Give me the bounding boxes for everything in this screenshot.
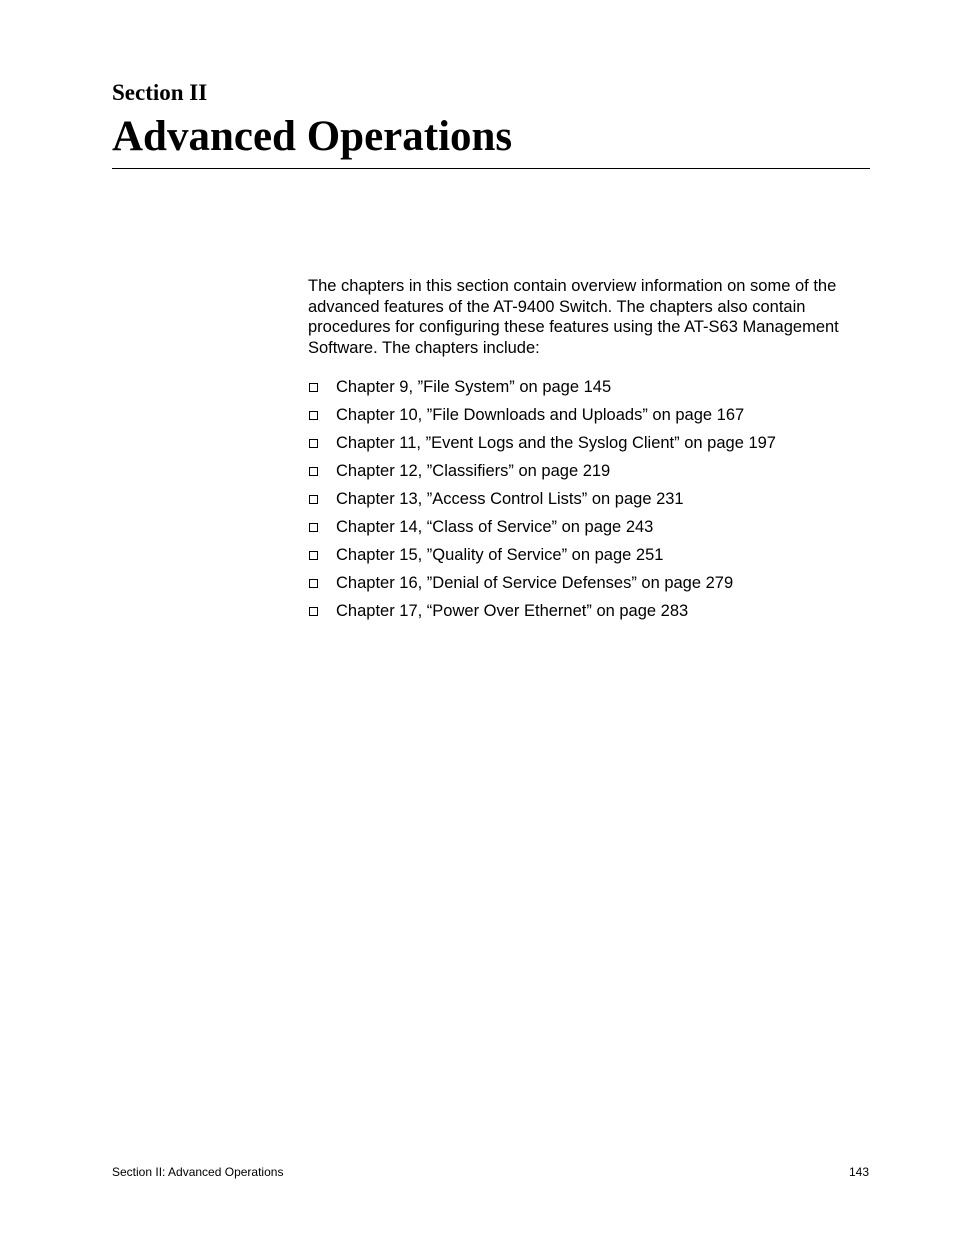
chapter-link[interactable]: Chapter 17, “Power Over Ethernet” on page 283 [336, 601, 689, 620]
chapter-list-item [308, 373, 872, 401]
chapter-list-item [308, 541, 872, 569]
chapter-link[interactable]: Chapter 9, ”File System” on page 145 [336, 377, 612, 396]
checkbox-bullet-icon [309, 495, 318, 504]
chapter-link[interactable]: Chapter 13, ”Access Control Lists” on page 231 [336, 489, 684, 508]
chapter-list-item [308, 429, 872, 457]
checkbox-bullet-icon [309, 579, 318, 588]
checkbox-bullet-icon [309, 439, 318, 448]
chapter-link[interactable]: Chapter 16, ”Denial of Service Defenses” on page 279 [336, 573, 734, 592]
footer-page-number: 143 [848, 1165, 869, 1179]
chapter-list-item [308, 401, 872, 429]
chapter-link[interactable]: Chapter 14, “Class of Service” on page 243 [336, 517, 654, 536]
chapter-list-item [308, 485, 872, 513]
section-label: Section II [112, 80, 208, 105]
chapter-link[interactable]: Chapter 10, ”File Downloads and Uploads” on page 167 [336, 405, 745, 424]
checkbox-bullet-icon [309, 467, 318, 476]
checkbox-bullet-icon [309, 551, 318, 560]
footer-section-title: Section II: Advanced Operations [112, 1165, 284, 1179]
checkbox-bullet-icon [309, 523, 318, 532]
checkbox-bullet-icon [309, 383, 318, 392]
chapter-list-item [308, 457, 872, 485]
chapter-list-item [308, 597, 872, 625]
intro-paragraph: The chapters in this section contain overview information on some of the advanced features of the AT-9400 Switch. The chapters also contain procedures for configuring these features using the AT-S63 Management Software. The chapters include: [308, 277, 839, 357]
checkbox-bullet-icon [309, 607, 318, 616]
title-divider [112, 168, 870, 169]
chapter-link[interactable]: Chapter 11, ”Event Logs and the Syslog Client” on page 197 [336, 433, 776, 452]
chapter-list [308, 373, 872, 625]
checkbox-bullet-icon [309, 411, 318, 420]
chapter-link[interactable]: Chapter 15, ”Quality of Service” on page 251 [336, 545, 664, 564]
chapter-list-item [308, 513, 872, 541]
chapter-link[interactable]: Chapter 12, ”Classifiers” on page 219 [336, 461, 611, 480]
page-title: Advanced Operations [112, 113, 513, 160]
chapter-list-item [308, 569, 872, 597]
